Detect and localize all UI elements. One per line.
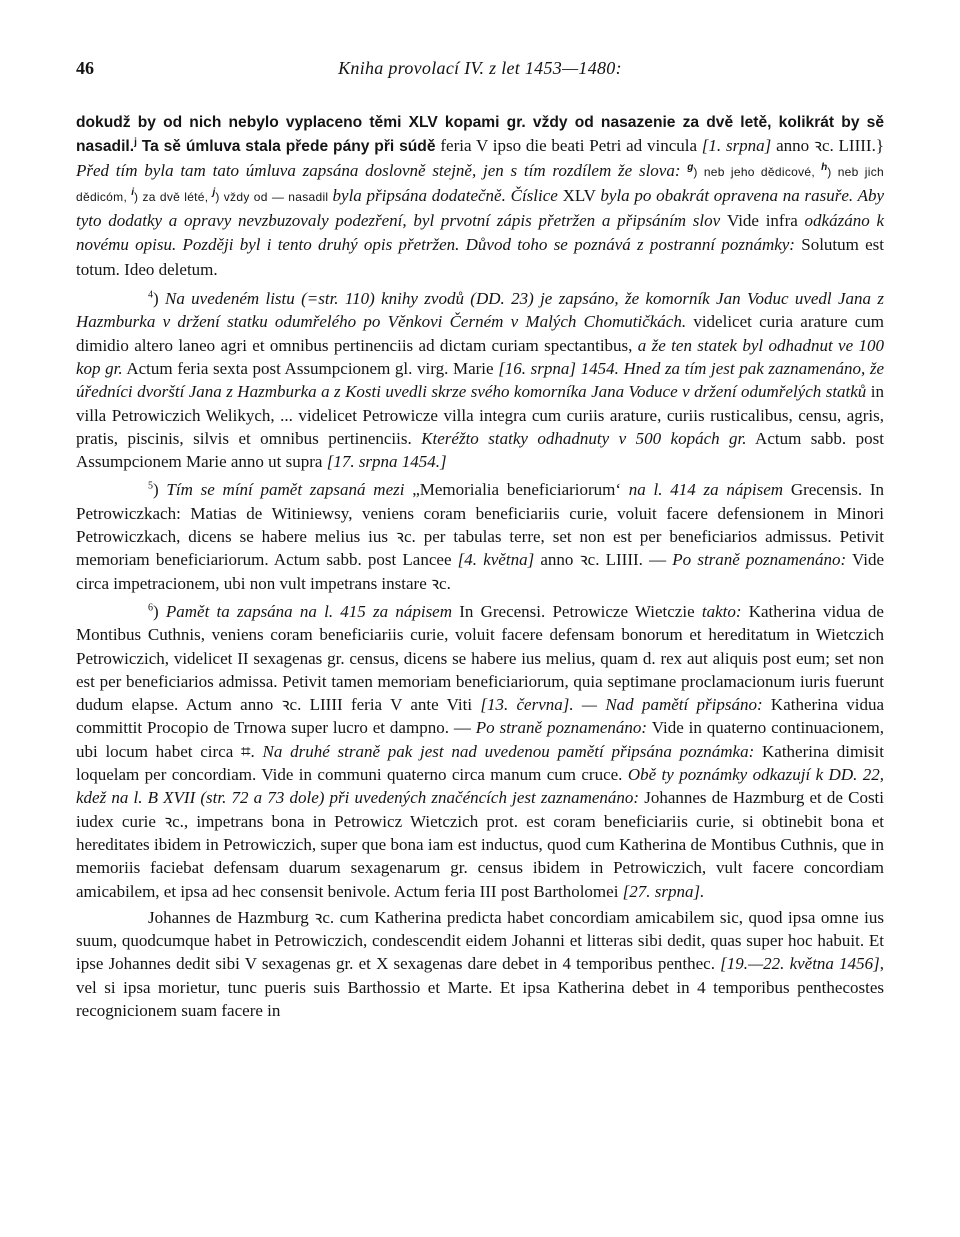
italic-run: a že ten statek byl odhadnut ve 100 kop gr. [76,335,884,378]
italic-run: byla připsána dodatečně. Číslice [332,185,563,205]
paragraph-continuation [76,111,884,282]
running-title: Kniha provolací IV. z let 1453—1480: [338,58,622,78]
footnote-marker: g [687,161,694,173]
footnote-4 [76,287,884,473]
text-run: dokudž by od nich nebylo vyplaceno těmi XLV kopami gr. vždy od nasazenie za dvě letě, kolikrát by sě nasadil. [76,114,884,156]
text-run: ) neb jich dědicóm, [76,164,884,204]
text-run: Vide infra [726,211,805,231]
footnote-marker: 4 [148,289,153,301]
italic-run: [17. srpna 1454.] [326,452,447,472]
text-run: , vel si ipsa morietur, tunc pueris suis Barthossio et Marte. Et ipsa Katherina debet in 4 temporibus penthecostes recognicionem suam facere in [76,954,884,1020]
italic-run: Tím se míní pamět zapsaná mezi [166,480,405,500]
page-number: 46 [76,58,94,78]
text-run: anno ꝛc. LIIII. — [534,550,673,570]
italic-run: Kteréžto statky odhadnuty v 500 kopách gr. [421,428,747,448]
text-run: Grecensis. In Petrowiczkach: Matias de Witiniewsy, veniens coram beneficiariis curie, voluit facere defensionem in Minori Petrowiczkach, dicens se habere melius ius ꝛc. per tabulas terre, set non est per beneficiarios admissus. Petivit memoriam beneficiariorum. Actum sabb. post Lancee [76,480,885,570]
footnote-marker: j [212,186,216,198]
text-run: Actum sabb. post Assumpcionem Marie anno ut supra [76,428,884,472]
italic-run: [16. srpna] 1454. Hned za tím jest pak zaznamenáno, že úředníci dvorští Jana z Hazmburka a z Kosti uvedli skrze svého komorníka Jana Voduce v držení odumřelých statků [76,358,884,402]
italic-run: Po straně poznamenáno: [475,718,648,738]
footnote-6 [76,600,884,903]
text-run: ) za dvě lété, [134,189,213,204]
text-run: Katherina vidua de Montibus Cuthnis, veniens coram beneficiariis curie, voluit facere defensam bonorum et hereditatum in Wietczich Petrowiczich, videlicet II sexagenas gr. census, dicens se habere ius melius, quam d. rex aut aliquis post eum; set non est per beneficiarios admissa. Petivit tamen memoriam beneficiariorum, quia septimane proclamacionum iuris fuerunt dudum elapse. Actum anno ꝛc. LIIII feria V ante Viti [76,601,884,715]
text-run: ) neb jeho dědicové, [693,164,822,179]
text-run: Actum feria sexta post Assumpcionem gl. virg. Marie [122,358,499,378]
italic-run: Po straně poznamenáno: [672,550,847,570]
footnote-marker: i [131,186,135,198]
text-run: XLV [562,185,601,205]
text-run: anno ꝛc. LIIII.} [771,136,884,156]
text-run: Katherina vidua committit Procopio de Trnowa super lucro et dampno. — [76,695,884,738]
text-run: ) [153,601,166,621]
italic-run: Obě ty poznámky odkazují k DD. 22, kdež na l. B XVII (str. 72 a 73 dole) při uvedených značéncích jest zaznamenáno: [76,765,885,808]
italic-run: [4. května] [457,550,535,570]
text-run: Johannes de Hazmburg ꝛc. cum Katherina predicta habet concordiam amicabilem sic, quod ipsa omne ius suum, quodcumque habet in Petrowiczich, condescendit eidem Johanni et litteras sibi dedit, quas super hoc habuit. Et ipse Johannes dedit sibi V sexagenas gr. et X sexagenas dare debet in 4 temporibus penthec. [76,907,884,974]
footnote-5 [76,478,884,594]
italic-run: na l. 414 za nápisem [628,480,784,500]
text-run: ) [153,289,165,309]
italic-run: Na druhé straně pak jest nad uvedenou pamětí připsána poznámka: [262,741,755,761]
page-body [76,111,884,1022]
paragraph-johannes [76,906,884,1022]
text-run: In Grecensi. Petrowicze Wietczie [452,601,702,621]
text-run: videlicet curia arature cum dimidio altero laneo agri et omnibus pertinenciis ad dictam curiam spectantibus, [76,312,884,355]
text-run: Vide in quaterno continuacionem, ubi locum habet circa ⌗. [76,718,885,761]
text-run: Katherina dimisit loquelam per concordiam. Vide in communi quaterno circa manum cum cruce. [76,741,884,785]
text-run: Ta sě úmluva stala přede pány při súdě [136,138,441,156]
italic-run: [19.—22. května 1456] [720,954,880,974]
text-run: ) [153,480,167,500]
text-run: Solutum est totum. Ideo deletum. [76,235,884,279]
italic-run: Před tím byla tam tato úmluva zapsána doslovně stejně, jen s tím rozdílem že slova: [76,160,688,180]
footnote-marker: j [134,137,137,149]
text-run: Johannes de Hazmburg et de Costi iudex curie ꝛc., impetrans bona in Petrowicz Wietczich prot. est coram beneficiariis curie, si obtinebit bona et hereditates ibidem in Petrowiczich, super que bona iam est inductus, quod cum Katherina de Montibus Cuthnis, que in memoriis faciebat defensam duarum sexagenarum gr. census ibidem in Petrowiczich, vult facere concordiam amicabilem, et ipsa ad hec consensit benivole. Actum feria III post Bartholomei [76,788,885,901]
italic-run: [27. srpna]. [622,881,705,901]
text-run: ) vždy od — nasadil [215,189,333,204]
page-header [76,58,884,88]
text-run: feria V ipso die beati Petri ad vincula [440,136,702,156]
text-run: Vide circa impetracionem, ubi non vult impetrans instare ꝛc. [76,550,885,593]
text-run: in villa Petrowiczich Welikych, ... videlicet Petrowicze villa integra cum curiis arature, curiis rusticalibus, censu, agris, pratis, piscinis, silvis et omnibus pertinenciis. [76,382,884,448]
italic-run: [1. srpna] [701,136,772,156]
italic-run: odkázáno k novému opisu. Později byl i tento druhý opis přetržen. Důvod toho se poznává z postranní poznámky: [76,211,884,255]
footnote-marker: 6 [148,602,153,614]
footnote-marker: h [821,161,828,173]
footnote-marker: 5 [148,480,153,492]
italic-run: Na uvedeném listu (=str. 110) knihy zvodů (DD. 23) je zapsáno, že komorník Jan Voduc uvedl Jana z Hazmburka v držení statku odumřelého po Věnkovi Černém v Malých Chomutičkách. [76,289,884,332]
italic-run: [13. června]. — Nad pamětí připsáno: [480,695,763,715]
italic-run: byla po obakrát opravena na rasuře. Aby tyto dodatky a opravy nevzbuzovaly podezření, byl prvotní zápis přetržen a připsáním slov [76,185,885,231]
italic-run: takto: [701,601,742,621]
italic-run: Pamět ta zapsána na l. 415 za nápisem [165,601,453,621]
text-run: „Memorialia beneficiariorum‘ [404,480,629,500]
